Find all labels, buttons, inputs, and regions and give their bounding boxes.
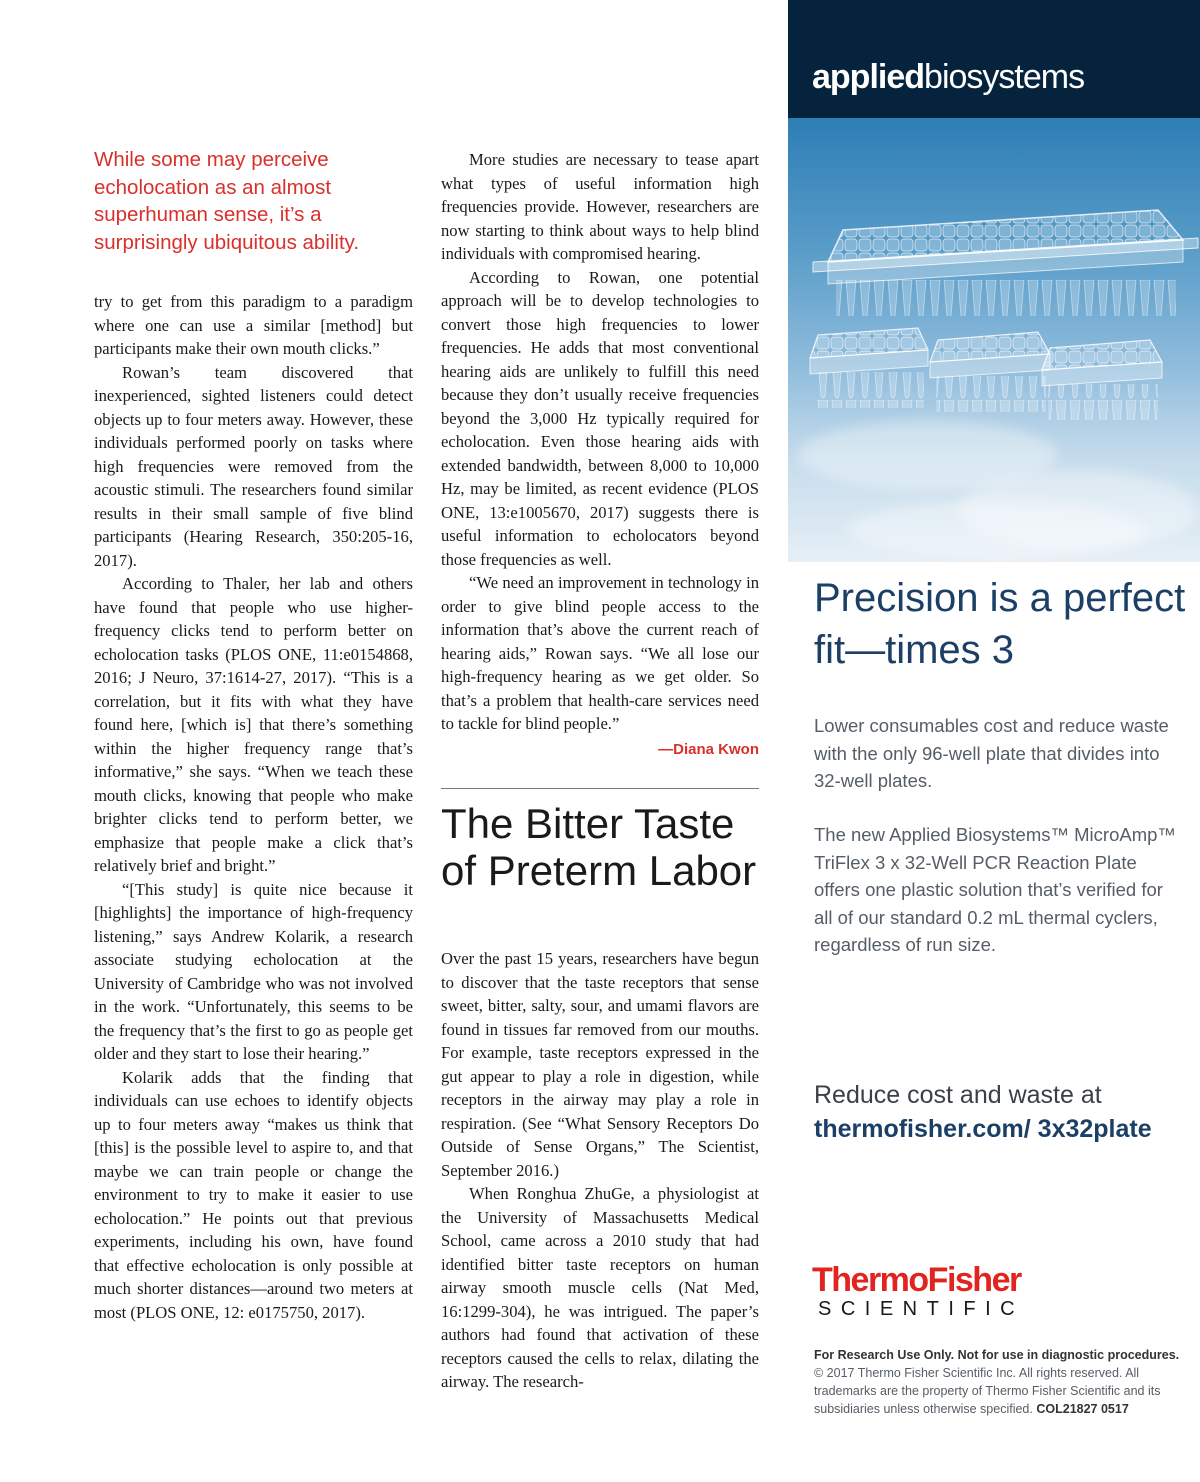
ad-body-text: Lower consumables cost and reduce waste with the only 96-well plate that divides into 32-well plates.: [814, 715, 1169, 791]
paragraph: More studies are necessary to tease apart what types of useful information high frequencies provide. However, researchers are now starting to think about ways to help blind individuals with compromised hearing.: [441, 150, 759, 263]
paragraph: try to get from this paradigm to a paradigm where one can use a similar [method] but participants make their own mouth clicks.”: [94, 292, 413, 358]
ad-url-link[interactable]: thermofisher.com/ 3x32plate: [814, 1115, 1152, 1143]
pull-quote: While some may perceive echolocation as an almost superhuman sense, it’s a surprisingly ubiquitous ability.: [94, 148, 360, 254]
article-column-middle: [441, 148, 759, 761]
logo-subtitle: SCIENTIFIC: [818, 1298, 1025, 1320]
applied-biosystems-logo: appliedbiosystems: [812, 58, 1085, 96]
ad-headline: Precision is a perfect fit—times 3: [814, 576, 1186, 672]
paragraph: According to Thaler, her lab and others have found that people who use higher-frequency clicks tend to perform better on echolocation tasks (PLOS ONE, 11:e0154868, 2016; J Neuro, 37:1614-27, 2017). “This is a correlation, but it fits with what they have found here, [which is] that there’s something within the higher frequency range that’s informative,” she says. “When we teach these mouth clicks, knowing that people who make brighter clicks tend to perform better, we emphasize that people make a click that’s relatively brief and bright.”: [94, 574, 413, 875]
ad-cta-text: Reduce cost and waste at: [814, 1081, 1102, 1109]
paragraph: According to Rowan, one potential approach will be to develop technologies to convert those high frequencies to lower frequencies. He adds that most conventional hearing aids are unlikely to fulfill this need because they don’t usually receive frequencies beyond the 3,000 Hz typically required for echolocation. Even those hearing aids with extended bandwidth, between 8,000 to 10,000 Hz, may be limited, as recent evidence (PLOS ONE, 13:e1005670, 2017) suggests there is useful information to echolocators beyond those frequencies as well.: [441, 267, 759, 569]
thermo-fisher-logo: [812, 1262, 1024, 1320]
legal-disclaimer: For Research Use Only. Not for use in diagnostic procedures.: [814, 1348, 1180, 1362]
story-column: [441, 947, 759, 1394]
logo-wordmark: ThermoFisher: [812, 1261, 1021, 1299]
ad-body-text: The new Applied Biosystems™ MicroAmp™ TriFlex 3 x 32-Well PCR Reaction Plate offers one plastic solution that’s verified for all of our standard 0.2 mL thermal cyclers, regardless of run size.: [814, 824, 1176, 955]
paragraph: “[This study] is quite nice because it [highlights] the importance of high-frequency listening,” says Andrew Kolarik, a research associate studying echolocation at the University of Cambridge who was not involved in the work. “Unfortunately, this seems to be the frequency that’s the first to go as people get older and they start to lose their hearing.”: [94, 879, 413, 1063]
ad-legal-text: [814, 1346, 1184, 1418]
paragraph: Kolarik adds that the finding that individuals can use echoes to identify objects up to four meters away “makes us think that [this] is the possible level to aspire to, and that maybe we can train people or change the environment to try to make it easier to use echolocation.” He points out that previous experiments, including his own, have found that effective echolocation is only possible at much shorter distances—around two meters at most (PLOS ONE, 12: e0175750, 2017).: [94, 1067, 413, 1322]
paragraph: When Ronghua ZhuGe, a physiologist at the University of Massachusetts Medical School, came across a 2010 study that had identified bitter taste receptors on human airway smooth muscle cells (Nat Med, 16:1299-304), he was intrigued. The paper’s authors had found that activation of these receptors caused the cells to relax, dilating the airway. The research-: [441, 1184, 759, 1391]
paragraph: Over the past 15 years, researchers have begun to discover that the taste receptors that sense sweet, bitter, salty, sour, and umami flavors are found in tissues far removed from our mouths. For example, taste receptors expressed in the gut appear to play a role in digestion, while receptors in the airway may play a role in respiration. (See “What Sensory Receptors Do Outside of Sense Organs,” The Scientist, September 2016.): [441, 949, 759, 1180]
advertisement[interactable]: [788, 0, 1200, 1482]
ad-call-to-action: [814, 1078, 1184, 1146]
ad-hero-image: [788, 0, 1200, 562]
article-column-left: [94, 290, 413, 1324]
story-headline: The Bitter Taste of Preterm Labor: [441, 800, 757, 894]
paragraph: Rowan’s team discovered that inexperienced, sighted listeners could detect objects up to four meters away. However, these individuals performed poorly on tasks where high frequencies were removed from the acoustic stimuli. The researchers found similar results in their small sample of five blind participants (Hearing Research, 350:205-16, 2017).: [94, 362, 413, 570]
legal-copyright: © 2017 Thermo Fisher Scientific Inc. All rights reserved. All trademarks are the property of Thermo Fisher Scientific and its subsidiaries unless otherwise specified.: [814, 1366, 1161, 1416]
ad-brand-bar: [788, 0, 1200, 118]
ad-code: COL21827 0517: [1036, 1402, 1129, 1416]
author-byline: —Diana Kwon: [658, 740, 759, 758]
paragraph: “We need an improvement in technology in order to give blind people access to the information that’s above the current reach of hearing aids,” Rowan says. “We all lose our high-frequency hearing as we get older. So that’s a problem that health-care services need to tackle for blind people.”: [441, 573, 759, 733]
section-divider: [441, 788, 759, 789]
